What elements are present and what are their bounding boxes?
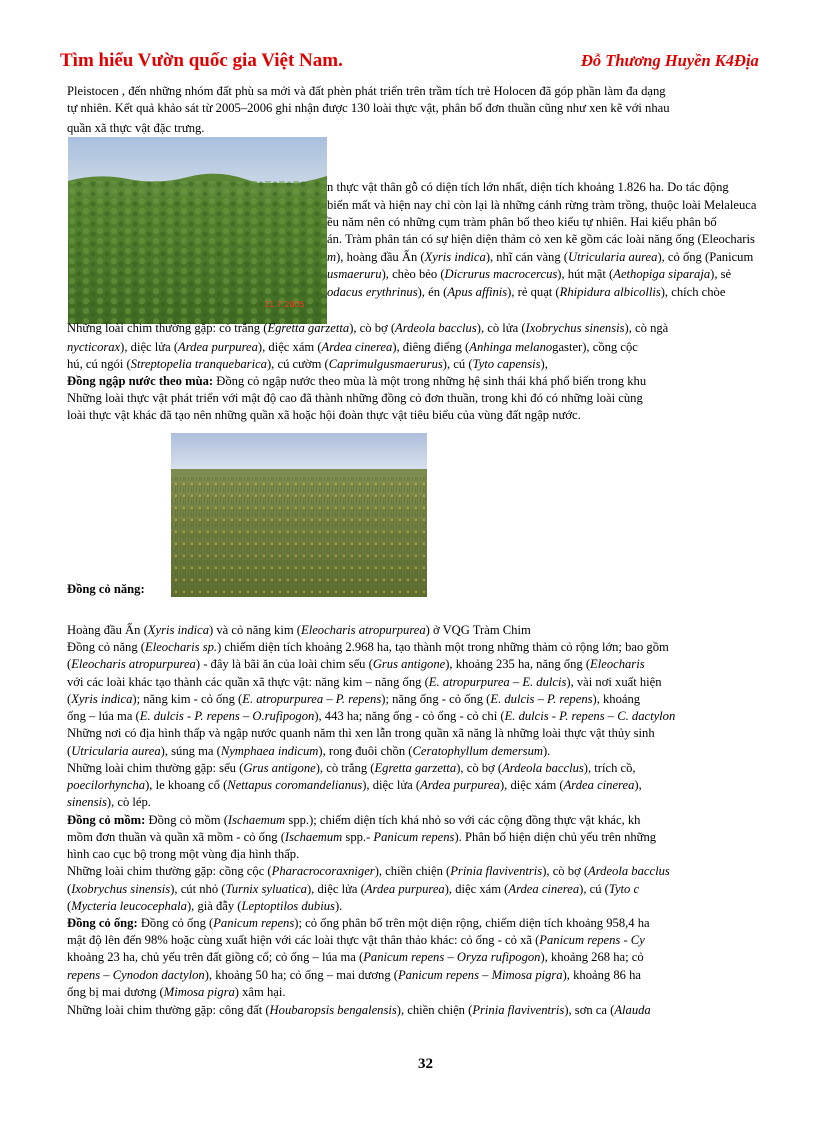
text-line (67, 657, 645, 673)
text-run: ), khoảng 50 ha; cỏ ống – mai dương ( (204, 968, 398, 982)
text-line (67, 84, 666, 100)
text-run: ), (540, 357, 548, 371)
species-name: Utricularia aurea (71, 744, 161, 758)
species-name: Panicum repens - Cy (539, 933, 645, 947)
text-run: ), cỏ ống (Panicum (657, 250, 754, 264)
text-run: Đồng cỏ ống ( (137, 916, 214, 930)
species-name: Ceratophyllum demersum (412, 744, 543, 758)
text-run: Những loài chim thường gặp: công đất ( (67, 1003, 270, 1017)
text-run: ), cò lép. (106, 795, 151, 809)
text-run: Những loài chim thường gặp: cò trắng ( (67, 321, 268, 335)
species-name: Xyris indica (424, 250, 486, 264)
text-run: ), hoàng đầu Ấn ( (336, 250, 425, 264)
text-line (67, 968, 641, 984)
species-name: Ardea purpurea (420, 778, 500, 792)
species-name: Eleocharis atropurpurea (301, 623, 426, 637)
text-line (67, 813, 640, 829)
text-line (67, 726, 655, 742)
photo-date-stamp: 11.7.2005 (264, 300, 305, 309)
species-name: usmaeruru (327, 267, 382, 281)
species-name: Utricularia aurea (568, 250, 658, 264)
text-line (67, 640, 669, 656)
species-name: Eleocharis atropurpurea (71, 657, 196, 671)
text-run: với các loài khác tạo thành các quần xã thực vật: năng kim – năng ống ( (67, 675, 429, 689)
species-name: E. dulcis - P. repens – C. dactylon (504, 709, 676, 723)
species-name: Ardea cinerea (321, 340, 393, 354)
author-name: Đỗ Thương Huyền K4Địa (581, 51, 759, 70)
text-run: ), diệc xám ( (444, 882, 509, 896)
text-run: ), súng ma ( (160, 744, 221, 758)
section-heading: Đồng cỏ mồm: (67, 813, 146, 827)
text-run: ), cút nhỏ ( (170, 882, 226, 896)
text-run: ), diệc lửa ( (362, 778, 421, 792)
species-name: Houbaropsis bengalensis (269, 1003, 397, 1017)
text-line (327, 232, 755, 248)
text-run: ). (542, 744, 551, 758)
text-run: biến mất và hiện nay chỉ còn lại là những cánh rừng tràm trồng, thuộc loài Melaleuca (327, 198, 757, 212)
text-run: ( (67, 657, 72, 671)
text-run: mồm đơn thuần và quần xã mồm - cỏ ống ( (67, 830, 285, 844)
section-heading: Đồng cỏ năng: (67, 582, 145, 596)
text-line (67, 709, 675, 725)
text-line (67, 761, 636, 777)
species-name: Leptoptilos dubius (241, 899, 335, 913)
text-line (67, 374, 646, 390)
text-run: ), nhĩ cán vàng ( (485, 250, 568, 264)
text-run: loài thực vật khác đã tạo nên những quần xã hoặc hội đoàn thực vật tiêu biểu của vùng đất ngập nước. (67, 408, 581, 422)
species-name: Ardeola bacclus (588, 864, 670, 878)
text-line (67, 933, 645, 949)
text-run: ), cò bợ ( (456, 761, 503, 775)
text-run: ), chiền chiện ( (396, 1003, 473, 1017)
text-line (67, 340, 638, 356)
text-run: ), diệc xám ( (499, 778, 564, 792)
text-run: ); cỏ ống phân bố trên một diện rộng, chiếm diện tích khoảng 958,4 ha (294, 916, 650, 930)
text-run: ) chiếm diện tích khoảng 2.968 ha, tạo thành một trong những thảm cỏ rộng lớn; bao gồm (217, 640, 669, 654)
text-line (67, 408, 581, 424)
text-line (67, 864, 670, 880)
text-run: n thực vật thân gỗ có diện tích lớn nhất, diện tích khoảng 1.826 ha. Do tác động (327, 180, 729, 194)
species-name: Mycteria leucocephala (71, 899, 187, 913)
text-line (67, 101, 670, 117)
text-line (67, 357, 548, 373)
species-name: Ardea purpurea (364, 882, 445, 896)
species-name: repens – Cynodon dactylon (67, 968, 205, 982)
species-name: Ixobrychus sinensis (525, 321, 625, 335)
text-run: ( (67, 692, 72, 706)
text-line (327, 267, 731, 283)
text-run: tự nhiên. Kết quả khảo sát từ 2005–2006 ghi nhận được 130 loài thực vật, phân bố đơn thuần cũng như xen kẽ với nhau (67, 101, 670, 115)
text-run: ), 443 ha; năng ống - cỏ ống - cỏ chỉ ( (314, 709, 505, 723)
text-run: ), cò lửa ( (476, 321, 526, 335)
text-run: ều năm nên có những cụm tràm phân bố theo kiểu tự nhiên. Hai kiểu phân bố (327, 215, 717, 229)
text-run: Những loài chim thường gặp: cồng cộc ( (67, 864, 272, 878)
text-run: ), (634, 778, 642, 792)
text-run: ), điêng điểng ( (392, 340, 470, 354)
species-name: m (327, 250, 337, 264)
species-name: Mimosa pigra (163, 985, 235, 999)
species-name: Tyto c (608, 882, 640, 896)
text-line (67, 795, 151, 811)
text-run: ), cò bợ ( (349, 321, 396, 335)
species-name: Eleocharis sp. (145, 640, 218, 654)
species-name: Aethopiga siparaja (613, 267, 711, 281)
species-name: odacus erythrinus (327, 285, 418, 299)
text-line (327, 250, 753, 266)
text-run: ), già đẫy ( (186, 899, 242, 913)
species-name: Prinia flaviventris (472, 1003, 565, 1017)
species-name: Anhinga melano (469, 340, 553, 354)
species-name: E. dulcis - P. repens – O.rufipogon (139, 709, 315, 723)
species-name: Tyto capensis (472, 357, 541, 371)
text-run: ). (334, 899, 343, 913)
text-run: ), diệc lửa ( (306, 882, 365, 896)
text-run: ống – lúa ma ( (67, 709, 140, 723)
text-line (327, 180, 729, 196)
species-name: Ischaemum (284, 830, 343, 844)
species-name: Prinia flaviventris (450, 864, 543, 878)
text-run: spp.- (342, 830, 374, 844)
species-name: nycticorax (67, 340, 121, 354)
species-name: Ardeola bacclus (395, 321, 477, 335)
text-run: ) - đây là bãi ăn của loài chim sếu ( (195, 657, 373, 671)
text-line (67, 692, 640, 708)
text-line (67, 391, 643, 407)
text-run: Đồng cỏ ngập nước theo mùa là một trong những hệ sinh thái khá phổ biến trong khu (213, 374, 647, 388)
text-run: ), vài nơi xuất hiện (566, 675, 662, 689)
text-run: khoảng 23 ha, chủ yếu trên đất giồng cổ; cỏ ống – lúa ma ( (67, 950, 364, 964)
species-name: Nettapus coromandelianus (227, 778, 363, 792)
text-run: ). Phân bố hiện diện chủ yếu trên những (454, 830, 657, 844)
text-run: ), trích cồ, (583, 761, 636, 775)
text-line (67, 744, 550, 760)
text-line (327, 215, 717, 231)
species-name: Ischaemum (227, 813, 286, 827)
species-name: Grus antigone (243, 761, 316, 775)
text-run: quần xã thực vật đặc trưng. (67, 121, 205, 135)
species-name: Dicrurus macrocercus (444, 267, 558, 281)
text-run: ), diệc xám ( (257, 340, 322, 354)
text-run: ); năng kim - cỏ ống ( (132, 692, 243, 706)
species-name: Panicum repens (213, 916, 295, 930)
text-run: ), khoảng 86 ha (562, 968, 641, 982)
text-run: ); năng ống - cỏ ống ( (381, 692, 491, 706)
text-run: gaster), cồng cộc (552, 340, 638, 354)
text-run: ) và cỏ năng kim ( (209, 623, 301, 637)
text-run: Hoàng đầu Ấn ( (67, 623, 148, 637)
text-run: ), rong đuôi chồn ( (318, 744, 413, 758)
text-line (67, 985, 286, 1001)
species-name: Egretta garzetta (267, 321, 350, 335)
text-line (67, 882, 639, 898)
text-line (327, 198, 756, 214)
species-name: Streptopelia tranquebarica (130, 357, 267, 371)
text-line (67, 899, 342, 915)
forest-photo (68, 137, 327, 324)
text-run: Đồng cỏ mồm ( (145, 813, 228, 827)
text-line (67, 778, 642, 794)
section-heading: Đồng ngập nước theo mùa: (67, 374, 214, 388)
text-run: ) ở VQG Tràm Chim (425, 623, 531, 637)
text-line (67, 1003, 651, 1019)
text-run: ), cò bợ ( (542, 864, 589, 878)
species-name: Xyris indica (71, 692, 133, 706)
text-run: ) xâm hại. (234, 985, 286, 999)
species-name: Xyris indica (147, 623, 210, 637)
species-name: Apus affinis (447, 285, 508, 299)
text-run: ), rẻ quạt ( (507, 285, 560, 299)
species-name: E. dulcis – P. repens (490, 692, 593, 706)
text-run: ), khoảng (592, 692, 641, 706)
species-name: Panicum repens – Oryza rufipogon (363, 950, 541, 964)
text-line (67, 950, 644, 966)
text-run: ), sẻ (710, 267, 732, 281)
species-name: Pharacrocoraxniger (271, 864, 375, 878)
species-name: poecilorhyncha (67, 778, 146, 792)
document-title: Tìm hiểu Vườn quốc gia Việt Nam. (60, 50, 343, 71)
species-name: Rhipidura albicollis (559, 285, 661, 299)
text-run: ( (67, 744, 72, 758)
text-line (67, 830, 656, 846)
text-run: ), cò ngà (624, 321, 669, 335)
text-run: ), khoảng 235 ha, năng ống ( (445, 657, 591, 671)
text-line (67, 623, 531, 639)
text-line (67, 582, 145, 598)
text-run: Những nơi có địa hình thấp và ngập nước quanh năm thì xen lẫn trong quần xã năng là những loài thực vật thủy sinh (67, 726, 655, 740)
text-run: hình cao cục bộ trong một vùng địa hình thấp. (67, 847, 300, 861)
text-line (327, 285, 725, 301)
text-run: ), diệc lửa ( (120, 340, 179, 354)
species-name: Panicum repens (373, 830, 455, 844)
text-line (67, 847, 299, 863)
species-name: Egretta garzetta (374, 761, 457, 775)
species-name: E. atropurpurea – E. dulcis (428, 675, 567, 689)
text-run: ), hút mật ( (557, 267, 614, 281)
text-run: ), cò trắng ( (315, 761, 375, 775)
text-line (67, 321, 668, 337)
text-line (67, 916, 650, 932)
text-run: ), sơn ca ( (564, 1003, 615, 1017)
species-name: Caprimulgusmaerurus (328, 357, 443, 371)
text-run: ), chiền chiện ( (374, 864, 451, 878)
text-run: án. Tràm phân tán có sự hiện diện thảm cỏ xen kẽ gồm các loài năng ống (Eleocharis (327, 232, 755, 246)
text-run: ), le khoang cổ ( (145, 778, 228, 792)
text-line (67, 675, 662, 691)
species-name: Alauda (614, 1003, 651, 1017)
species-name: sinensis (67, 795, 107, 809)
species-name: Nymphaea indicum (220, 744, 319, 758)
species-name: Turnix syluatica (225, 882, 307, 896)
text-line (67, 121, 204, 137)
grassland-photo (171, 433, 427, 597)
text-run: ống bị mai dương ( (67, 985, 164, 999)
text-run: ), khoảng 268 ha; cỏ (540, 950, 644, 964)
text-run: ), cú ( (579, 882, 609, 896)
species-name: Panicum repens – Mimosa pigra (397, 968, 563, 982)
text-run: spp.); chiếm diện tích khá nhỏ so với các cộng đồng thực vật khác, kh (285, 813, 641, 827)
text-run: Đồng cỏ năng ( (67, 640, 145, 654)
species-name: Grus antigone (372, 657, 446, 671)
species-name: Ixobrychus sinensis (71, 882, 171, 896)
text-run: Những loài chim thường gặp: sếu ( (67, 761, 244, 775)
text-run: Pleistocen , đến những nhóm đất phù sa mới và đất phèn phát triển trên trầm tích trẻ Holocen đã góp phần làm đa dạng (67, 84, 666, 98)
text-run: ), chèo bẻo ( (381, 267, 445, 281)
species-name: Eleocharis (590, 657, 645, 671)
section-heading: Đồng cỏ ống: (67, 916, 138, 930)
text-run: ), chích chòe (660, 285, 726, 299)
species-name: Ardea purpurea (178, 340, 258, 354)
species-name: Ardea cinerea (508, 882, 580, 896)
text-run: ), cú ( (442, 357, 473, 371)
text-run: hú, cú ngói ( (67, 357, 131, 371)
text-run: Những loài thực vật phát triển với mật độ cao đã thành những đồng cỏ đơn thuần, trong khi đó có những loài cùng (67, 391, 643, 405)
species-name: Ardeola bacclus (502, 761, 584, 775)
species-name: E. atropurpurea – P. repens (242, 692, 382, 706)
text-run: ), én ( (417, 285, 448, 299)
text-run: mật độ lên đến 98% hoặc cùng xuất hiện với các loài thực vật thân thảo khác: cỏ ống - cỏ xã ( (67, 933, 540, 947)
text-run: ( (67, 882, 72, 896)
text-run: ( (67, 899, 72, 913)
page-number: 32 (418, 1056, 433, 1072)
text-run: ), cú cườm ( (266, 357, 329, 371)
species-name: Ardea cinerea (563, 778, 635, 792)
